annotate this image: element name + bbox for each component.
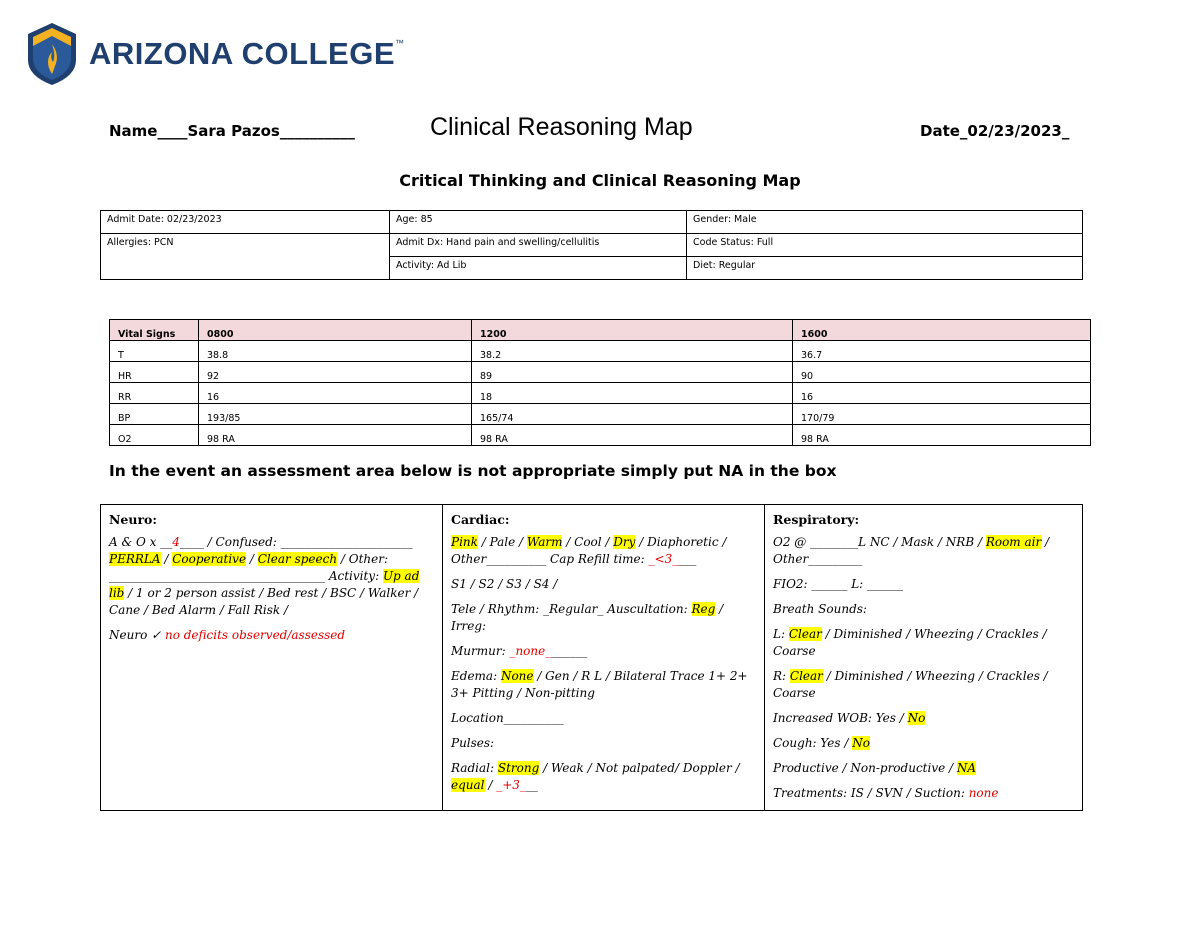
gender-cell: Gender: Male	[687, 211, 1083, 234]
admit-date-cell: Admit Date: 02/23/2023	[101, 211, 390, 234]
vital-value: 38.2	[472, 341, 793, 362]
admit-dx-cell: Admit Dx: Hand pain and swelling/cellulitis	[390, 234, 687, 257]
pulses-label: Pulses:	[451, 736, 495, 750]
vital-value: 16	[793, 383, 1091, 404]
radial-pulse: Radial: Strong / Weak / Not palpated/ Doppler / equal / _+3___	[451, 761, 740, 792]
vital-value: 38.8	[199, 341, 472, 362]
vital-value: 193/85	[199, 404, 472, 425]
table-row	[101, 505, 1083, 811]
assessment-table	[100, 504, 1083, 811]
neuro-orientation: A & O x __4____ / Confused: ______________________ PERRLA / Cooperative / Clear speech / Other: ____________________________________ Activity: Up ad lib / 1 or 2 person assist / Bed rest / BSC / Walker / Cane / Bed Alarm / Fall Risk /	[109, 535, 420, 617]
vital-value: 170/79	[793, 404, 1091, 425]
table-row	[101, 234, 1083, 257]
vital-label: T	[110, 341, 199, 362]
table-row	[110, 383, 1091, 404]
table-row	[110, 404, 1091, 425]
fio2: FIO2: ______ L: ______	[773, 577, 904, 591]
allergies-cell: Allergies: PCN	[101, 234, 390, 280]
vital-value: 98 RA	[472, 425, 793, 446]
productive: Productive / Non-productive / NA	[773, 761, 977, 775]
cardiac-section	[443, 505, 765, 811]
vital-value: 98 RA	[793, 425, 1091, 446]
neuro-section	[101, 505, 443, 811]
section-title: Neuro:	[109, 512, 158, 527]
vital-value: 18	[472, 383, 793, 404]
cap-refill-value: _<3_	[648, 552, 679, 566]
neuro-note: no deficits observed/assessed	[164, 628, 346, 642]
vital-value: 36.7	[793, 341, 1091, 362]
brand-name: ARIZONA COLLEGE™	[89, 36, 405, 71]
edema-location: Location__________	[451, 711, 564, 725]
section-title: Cardiac:	[451, 512, 510, 527]
vital-signs-table	[109, 319, 1091, 446]
respiratory-section	[765, 505, 1083, 811]
heart-sounds: S1 / S2 / S3 / S4 /	[451, 577, 558, 591]
vital-value: 92	[199, 362, 472, 383]
work-of-breathing: Increased WOB: Yes / No	[773, 711, 926, 725]
instructions-notice: In the event an assessment area below is not appropriate simply put NA in the box	[109, 462, 837, 480]
vital-value: 165/74	[472, 404, 793, 425]
shield-flame-icon	[27, 22, 77, 86]
student-name: Name____Sara Pazos__________	[109, 122, 355, 140]
header-cell: 1200	[472, 320, 793, 341]
cooperative-selected: Cooperative	[172, 552, 247, 566]
tele-rhythm: Tele / Rhythm: _Regular_ Auscultation: Reg / Irreg:	[451, 602, 724, 633]
activity-cell: Activity: Ad Lib	[390, 257, 687, 280]
page-title: Clinical Reasoning Map	[430, 113, 693, 141]
table-row	[110, 362, 1091, 383]
vital-value: 98 RA	[199, 425, 472, 446]
table-row	[101, 211, 1083, 234]
table-header-row	[110, 320, 1091, 341]
murmur: Murmur: _none_______	[451, 644, 588, 658]
aox-value: 4	[172, 535, 180, 549]
vital-value: 16	[199, 383, 472, 404]
breath-sounds-label: Breath Sounds:	[773, 602, 867, 616]
edema: Edema: None / Gen / R L / Bilateral Trace 1+ 2+ 3+ Pitting / Non-pitting	[451, 669, 748, 700]
age-cell: Age: 85	[390, 211, 687, 234]
date-field: Date_02/23/2023_	[920, 122, 1070, 140]
cough: Cough: Yes / No	[773, 736, 870, 750]
page-subtitle: Critical Thinking and Clinical Reasoning Map	[399, 171, 801, 190]
vital-value: 89	[472, 362, 793, 383]
vital-label: O2	[110, 425, 199, 446]
up-ad-lib-selected: Up ad lib	[109, 569, 420, 600]
vital-label: BP	[110, 404, 199, 425]
header-cell: 1600	[793, 320, 1091, 341]
section-title: Respiratory:	[773, 512, 860, 527]
treatments: Treatments: IS / SVN / Suction: none	[773, 786, 999, 800]
left-lung: L: Clear / Diminished / Wheezing / Crackles / Coarse	[773, 627, 1047, 658]
clear-speech-selected: Clear speech	[257, 552, 338, 566]
neuro-check: Neuro ✓ no deficits observed/assessed	[109, 628, 346, 642]
vital-label: HR	[110, 362, 199, 383]
code-status-cell: Code Status: Full	[687, 234, 1083, 257]
vital-label: RR	[110, 383, 199, 404]
header-cell: Vital Signs	[110, 320, 199, 341]
right-lung: R: Clear / Diminished / Wheezing / Crackles / Coarse	[773, 669, 1048, 700]
table-row	[110, 341, 1091, 362]
admission-info-table	[100, 210, 1083, 280]
header-cell: 0800	[199, 320, 472, 341]
perrla-selected: PERRLA	[109, 552, 161, 566]
diet-cell: Diet: Regular	[687, 257, 1083, 280]
college-logo	[27, 22, 405, 86]
oxygen: O2 @ ________L NC / Mask / NRB / Room air / Other_________	[773, 535, 1050, 566]
table-row	[110, 425, 1091, 446]
vital-value: 90	[793, 362, 1091, 383]
cardiac-skin: Pink / Pale / Warm / Cool / Dry / Diaphoretic / Other__________ Cap Refill time: _<3____	[451, 535, 727, 566]
